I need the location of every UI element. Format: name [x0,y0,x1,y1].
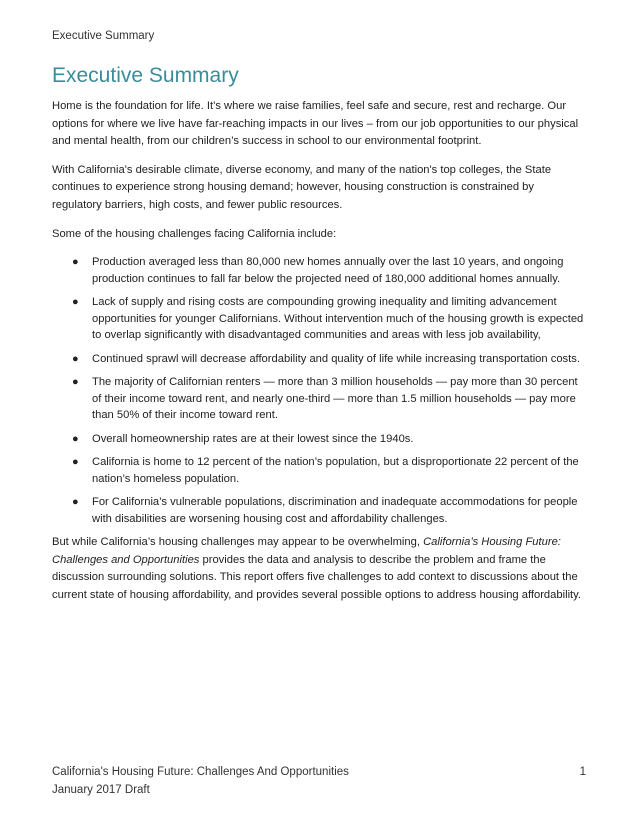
challenges-lead-in: Some of the housing challenges facing California include: [52,227,337,240]
footer-draft-date: January 2017 Draft [52,784,150,796]
page-title: Executive Summary [52,64,239,87]
bullet-icon: ● [72,296,79,309]
list-item: ● Production averaged less than 80,000 new homes annually over the last 10 years, and ongoing production continues to fall far below the projected need of 180,000 additional homes annually. [72,256,564,285]
page-content [52,64,586,616]
bullet-icon: ● [72,256,79,269]
list-item: ● Overall homeownership rates are at their lowest since the 1940s. [52,431,586,448]
bullet-icon: ● [72,456,79,469]
footer-report-title: California's Housing Future: Challenges And Opportunities [52,766,349,778]
list-item: ● The majority of Californian renters — more than 3 million households — pay more than 30 percent of their income toward rent, and nearly one-third — more than 1.5 million households — pay more than 50% of their income toward rent. [72,376,578,422]
report-title-reference: California’s Housing Future: Challenges and Opportunities [52,536,561,566]
bullet-icon: ● [72,432,79,445]
list-item: ● Continued sprawl will decrease affordability and quality of life while increasing transportation costs. [52,351,586,368]
bullet-icon: ● [72,352,79,365]
list-item: ● For California’s vulnerable populations, discrimination and inadequate accommodations for people with disabilities are worsening housing cost and affordability challenges. [72,496,578,525]
bullet-icon: ● [72,496,79,509]
challenges-list [52,254,586,527]
context-paragraph: With California's desirable climate, diverse economy, and many of the nation's top colleges, the State continues to experience strong housing demand; however, housing construction is constrained by regulatory barriers, high costs, and fewer public resources. [52,163,552,211]
running-header: Executive Summary [52,30,155,42]
closing-paragraph: But while California’s housing challenges may appear to be overwhelming, California’s Housing Future: Challenges and Opportunities provides the data and analysis to describe the problem and frame the discussion surrounding solutions. This report offers five challenges to add context to discussions about the current state of housing affordability, and provides several possible options to address housing affordability. [52,536,582,601]
intro-paragraph: Home is the foundation for life. It’s where we raise families, feel safe and secure, rest and recharge. Our options for where we live have far-reaching impacts in our lives – from our job opportunities to our physical and mental health, from our children’s success in school to our environmental footprint. [52,100,579,148]
page-footer [52,763,586,799]
list-item: ● California is home to 12 percent of the nation’s population, but a disproportionate 22 percent of the nation’s homeless population. [72,456,579,485]
page-number: 1 [579,766,586,778]
list-item: ● Lack of supply and rising costs are compounding growing inequality and limiting advancement opportunities for younger Californians. Without intervention much of the housing growth is expected to overlap significantly with disadvantaged communities and areas with less job availability, [72,296,584,342]
bullet-icon: ● [72,376,79,389]
